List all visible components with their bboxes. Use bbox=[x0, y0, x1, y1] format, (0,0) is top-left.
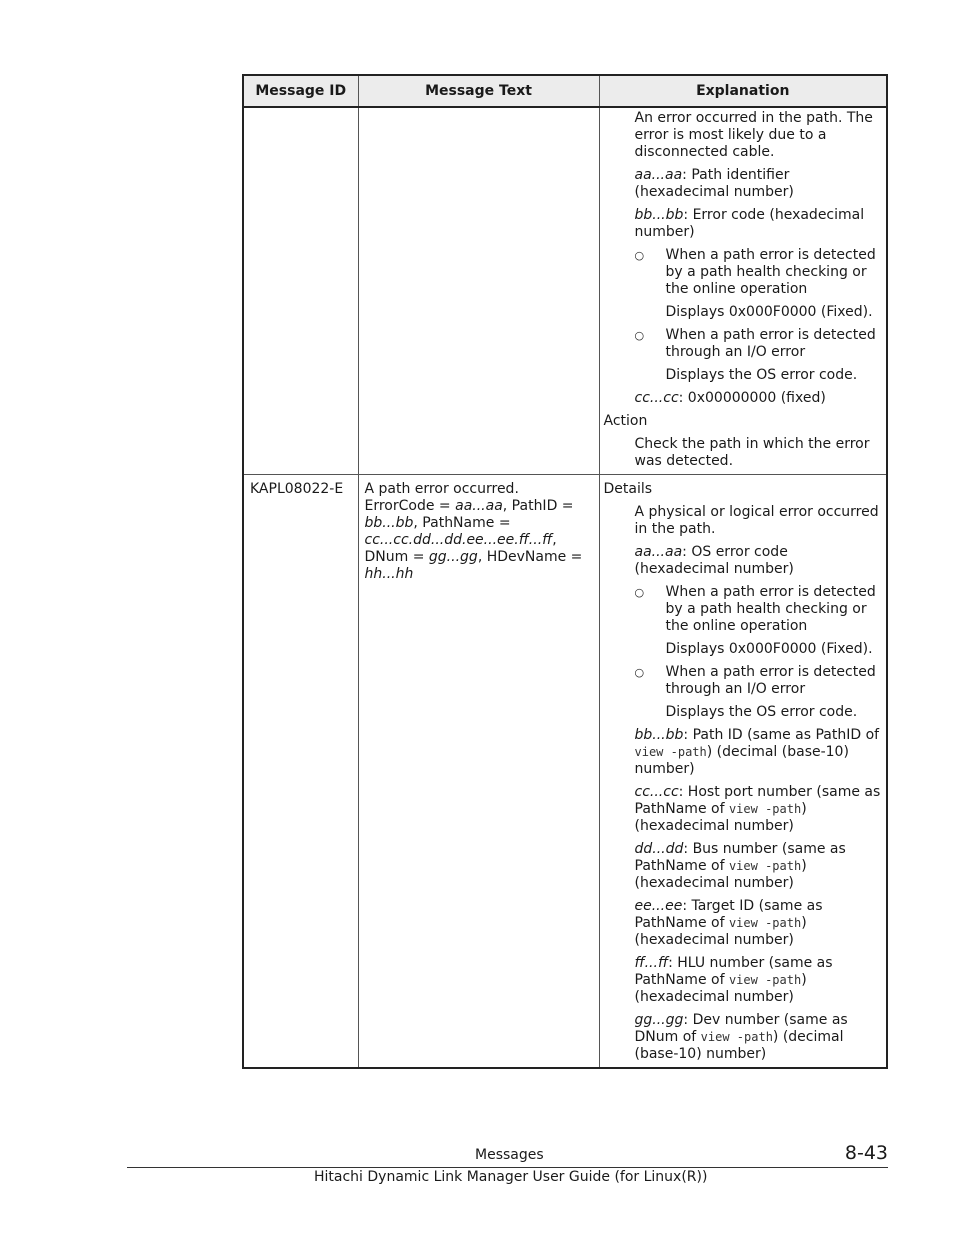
bullet-subtext: Displays 0x000F0000 (Fixed). bbox=[665, 304, 873, 320]
footer-divider bbox=[127, 1167, 888, 1168]
explanation-intro: An error occurred in the path. The error is most likely due to a disconnected cable. bbox=[634, 110, 873, 160]
table-row bbox=[243, 475, 887, 1069]
explanation-cell bbox=[599, 475, 887, 1069]
explanation-intro: A physical or logical error occurred in the path. bbox=[634, 504, 879, 537]
message-text-cell bbox=[358, 475, 599, 1069]
message-text-cell bbox=[358, 107, 599, 475]
footer-document-title: Hitachi Dynamic Link Manager User Guide (for Linux(R)) bbox=[314, 1169, 708, 1185]
param-gg: gg...gg: Dev number (same as DNum of view -path) (decimal (base-10) number) bbox=[634, 1012, 848, 1062]
bullet-item: ○ When a path error is detected by a path health checking or the online operation bbox=[634, 247, 876, 297]
bullet-item: ○ When a path error is detected through an I/O error bbox=[634, 327, 876, 360]
explanation-cell bbox=[599, 107, 887, 475]
param-ff: ff...ff: HLU number (same as PathName of view -path) (hexadecimal number) bbox=[634, 955, 833, 1005]
param-bb: bb...bb: Path ID (same as PathID of view -path) (decimal (base-10) number) bbox=[634, 727, 880, 777]
bullet-circle-icon: ○ bbox=[634, 329, 645, 342]
message-text: A path error occurred. ErrorCode = aa...aa, PathID = bb...bb, PathName = cc...cc.dd...dd.ee...ee.ff...ff, DNum = gg...gg, HDevName = hh...hh bbox=[364, 481, 583, 582]
param-aa: aa...aa: OS error code (hexadecimal number) bbox=[634, 544, 794, 577]
action-label: Action bbox=[603, 413, 648, 429]
action-text: Check the path in which the error was detected. bbox=[634, 436, 870, 469]
page-number: 8-43 bbox=[844, 1142, 888, 1164]
footer-section-name: Messages bbox=[475, 1147, 544, 1163]
messages-table bbox=[242, 74, 888, 1069]
header-message-id: Message ID bbox=[243, 75, 358, 107]
bullet-circle-icon: ○ bbox=[634, 666, 645, 679]
param-aa: aa...aa: Path identifier (hexadecimal number) bbox=[634, 167, 794, 200]
message-id-cell bbox=[243, 475, 358, 1069]
param-cc: cc...cc: 0x00000000 (fixed) bbox=[634, 390, 826, 406]
param-ee: ee...ee: Target ID (same as PathName of view -path) (hexadecimal number) bbox=[634, 898, 823, 948]
header-message-text: Message Text bbox=[358, 75, 599, 107]
message-id-cell bbox=[243, 107, 358, 475]
param-cc: cc...cc: Host port number (same as PathName of view -path) (hexadecimal number) bbox=[634, 784, 881, 834]
bullet-subtext: Displays 0x000F0000 (Fixed). bbox=[665, 641, 873, 657]
bullet-circle-icon: ○ bbox=[634, 586, 645, 599]
header-explanation: Explanation bbox=[599, 75, 887, 107]
bullet-circle-icon: ○ bbox=[634, 249, 645, 262]
bullet-subtext: Displays the OS error code. bbox=[665, 367, 858, 383]
bullet-item: ○ When a path error is detected through an I/O error bbox=[634, 664, 876, 697]
message-id: KAPL08022-E bbox=[250, 481, 344, 497]
table-header-row bbox=[243, 75, 887, 107]
param-dd: dd...dd: Bus number (same as PathName of view -path) (hexadecimal number) bbox=[634, 841, 846, 891]
details-label: Details bbox=[603, 481, 653, 497]
param-bb: bb...bb: Error code (hexadecimal number) bbox=[634, 207, 865, 240]
bullet-subtext: Displays the OS error code. bbox=[665, 704, 858, 720]
bullet-item: ○ When a path error is detected by a path health checking or the online operation bbox=[634, 584, 876, 634]
table-row bbox=[243, 107, 887, 475]
